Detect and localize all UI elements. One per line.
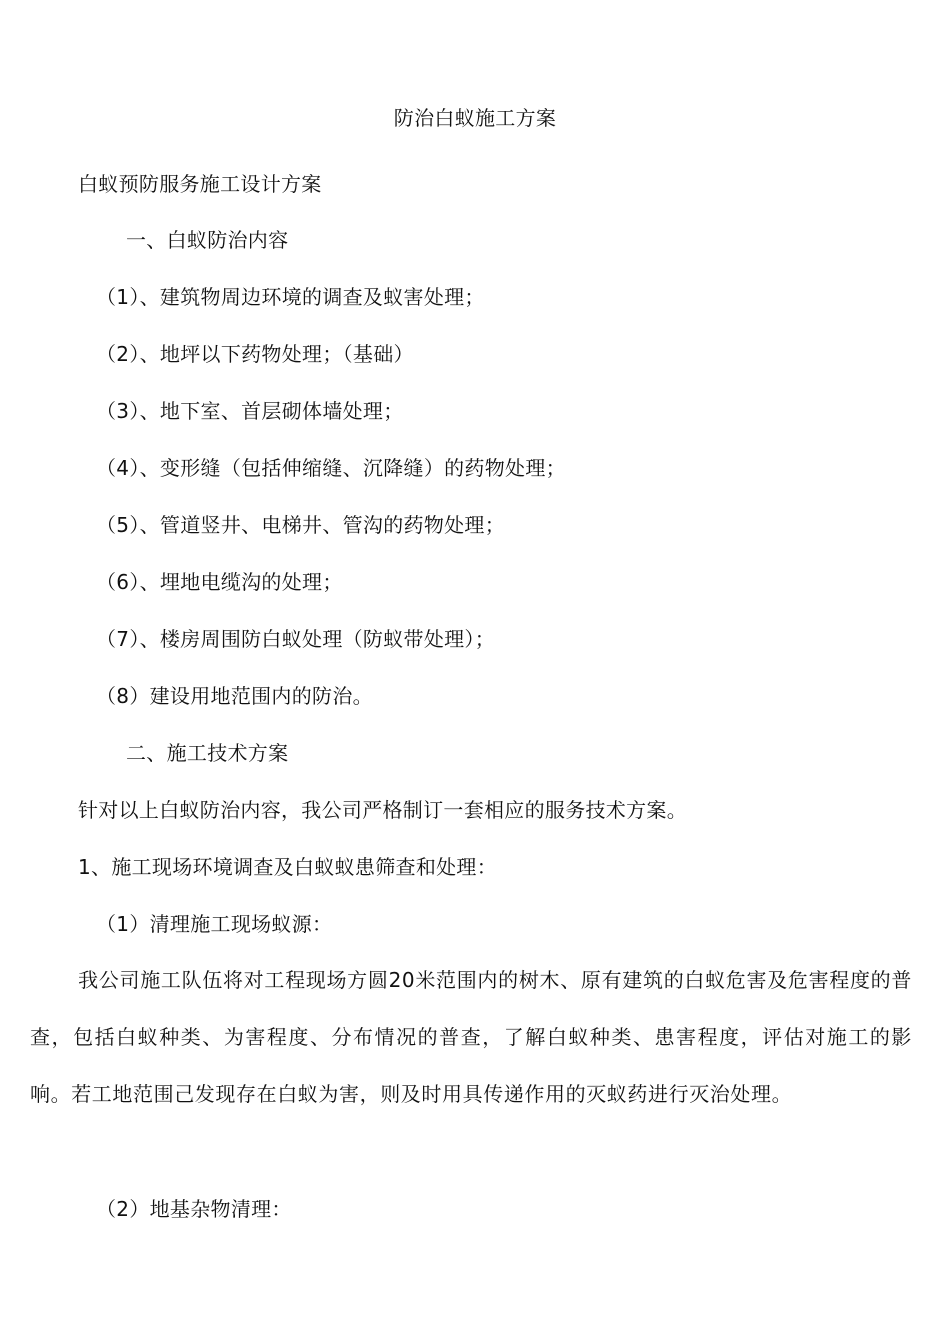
body-paragraph-text: 我公司施工队伍将对工程现场方圆20米范围内的树木、原有建筑的白蚁危害及危害程度的普查，包括白蚁种类、为害程度、分布情况的普查，了解白蚁种类、患害程度，评估对施工的影响。若工地范围己发现存在白蚁为害，则及时用具传递作用的灭蚁药进行灭治处理。 <box>30 968 912 1106</box>
list-item: （3）、地下室、首层砌体墙处理； <box>96 399 404 423</box>
step-heading: 1、施工现场环境调查及白蚁蚁患筛查和处理： <box>78 855 498 879</box>
list-item: （6）、埋地电缆沟的处理； <box>96 570 343 594</box>
list-item: （4）、变形缝（包括伸缩缝、沉降缝）的药物处理； <box>96 456 566 480</box>
document-subtitle: 白蚁预防服务施工设计方案 <box>78 172 322 196</box>
list-item: （2）、地坪以下药物处理；（基础） <box>96 342 414 366</box>
body-paragraph <box>30 952 912 1123</box>
section-heading-2: 二、施工技术方案 <box>126 741 289 765</box>
list-item: （1）、建筑物周边环境的调查及蚁害处理； <box>96 285 485 309</box>
section-heading-1: 一、白蚁防治内容 <box>126 228 289 252</box>
document-title: 防治白蚁施工方案 <box>393 106 557 130</box>
sub-heading: （1）清理施工现场蚁源： <box>96 912 333 936</box>
list-item: （5）、管道竖井、电梯井、管沟的药物处理； <box>96 513 506 537</box>
intro-paragraph: 针对以上白蚁防治内容，我公司严格制订一套相应的服务技术方案。 <box>78 798 687 822</box>
list-item: （7）、楼房周围防白蚁处理（防蚁带处理）； <box>96 627 496 651</box>
list-item: （8）建设用地范围内的防治。 <box>96 684 373 708</box>
sub-heading: （2）地基杂物清理： <box>96 1197 292 1221</box>
